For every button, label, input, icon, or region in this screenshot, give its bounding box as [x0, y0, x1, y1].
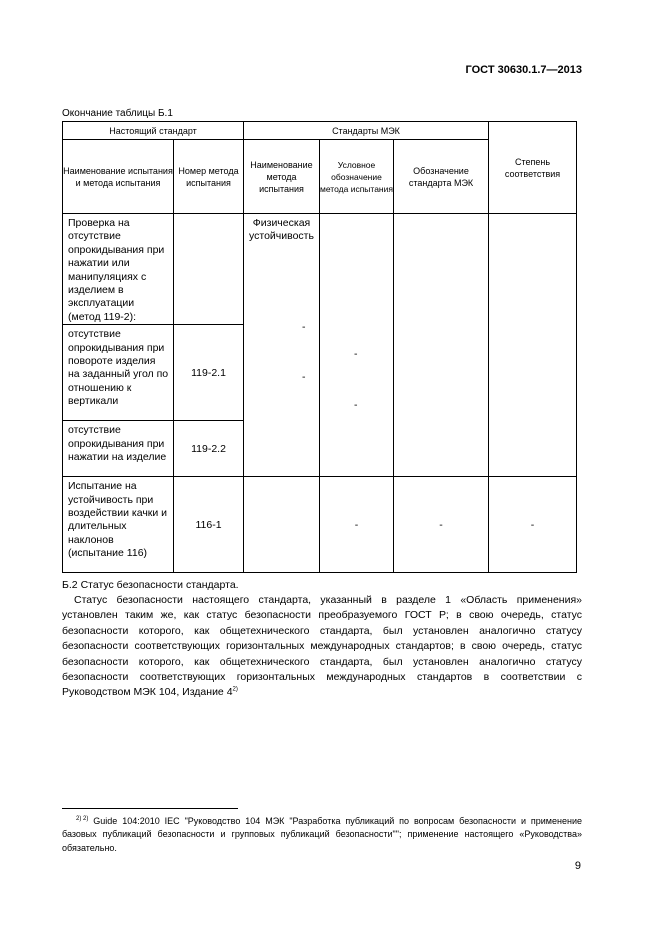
table-row-method-no: 119-2.1	[174, 325, 244, 421]
iec-method-code-merged	[320, 214, 394, 477]
section-title: Б.2 Статус безопасности стандарта.	[62, 579, 239, 591]
group-header-national: Настоящий стандарт	[63, 122, 244, 140]
footnote-ref: 2)	[232, 686, 238, 693]
table-row-method-no	[174, 214, 244, 325]
iec-standard-merged	[394, 214, 489, 477]
table-row-iec-code: -	[320, 477, 394, 573]
footnote-separator	[62, 808, 238, 809]
column-header-iec-standard: Обозначение стандарта МЭК	[394, 140, 489, 214]
dash-mark: -	[302, 321, 306, 333]
column-header-conformity: Степень соответствия	[489, 122, 577, 214]
footnote-text: Guide 104:2010 IEC "Руководство 104 МЭК "Разработка публикаций по вопросам безопасности и применение базовых публикаций безопасности и групповых публикаций безопасности""; применение настоящего «Руководства» обязательно.	[62, 816, 582, 853]
column-header-iec-name: Наименование метода испытания	[244, 140, 320, 214]
section-paragraph	[62, 593, 582, 701]
table-row-method-no: 119-2.2	[174, 421, 244, 477]
table-row-conformity: -	[489, 477, 577, 573]
table-row-name: отсутствие опрокидывания при повороте изделия на заданный угол по отношению к вертикали	[63, 325, 174, 421]
table-row-name: Испытание на устойчивость при воздействии качки и длительных наклонов (испытание 116)	[63, 477, 174, 573]
table-row-iec-name	[244, 477, 320, 573]
iec-method-name-merged	[244, 214, 320, 477]
document-id: ГОСТ 30630.1.7—2013	[465, 64, 582, 76]
paragraph-text: Статус безопасности настоящего стандарта, указанный в разделе 1 «Область применения» установлен таким же, как статус безопасности преобразуемого ГОСТ Р; в свою очередь, статус безопасности которого, как общетехнического стандарта, был установлен аналогично статусу безопасности соответствующих горизонтальных международных стандартов; в свою очередь, статус безопасности которого, как общетехнического стандарта, был установлен аналогично статусу безопасности соответствующих горизонтальных международных стандартов в соответствии с Руководством МЭК 104, Издание 4	[62, 594, 582, 699]
dash-mark: -	[302, 371, 306, 383]
iec-method-name: Физическая устойчивость	[249, 217, 314, 243]
group-header-iec: Стандарты МЭК	[244, 122, 489, 140]
table-row-name: отсутствие опрокидывания при нажатии на изделие	[63, 421, 174, 477]
conformity-merged	[489, 214, 577, 477]
table-row-name: Проверка на отсутствие опрокидывания при нажатии или манипуляциях с изделием в эксплуатации (метод 119-2):	[63, 214, 174, 325]
comparison-table	[62, 121, 577, 573]
column-header-iec-code: Условное обозначение метода испытания	[320, 140, 394, 214]
dash-mark: -	[354, 399, 358, 411]
column-header-name: Наименование испытания и метода испытания	[63, 140, 174, 214]
column-header-method-no: Номер метода испытания	[174, 140, 244, 214]
table-row-method-no: 116-1	[174, 477, 244, 573]
table-row-iec-standard: -	[394, 477, 489, 573]
table-caption: Окончание таблицы Б.1	[62, 108, 173, 119]
footnote: $^{2) 2)}$ Guide 104:2010 IEC "Руководство 104 МЭК "Разработка публикаций по вопросам безопасности и применение базовых публикаций безопасности и групповых публикаций безопасности""; применение настоящего «Руководства» обязательно.	[62, 816, 582, 853]
dash-mark: -	[354, 348, 358, 360]
page-number: 9	[574, 860, 581, 872]
